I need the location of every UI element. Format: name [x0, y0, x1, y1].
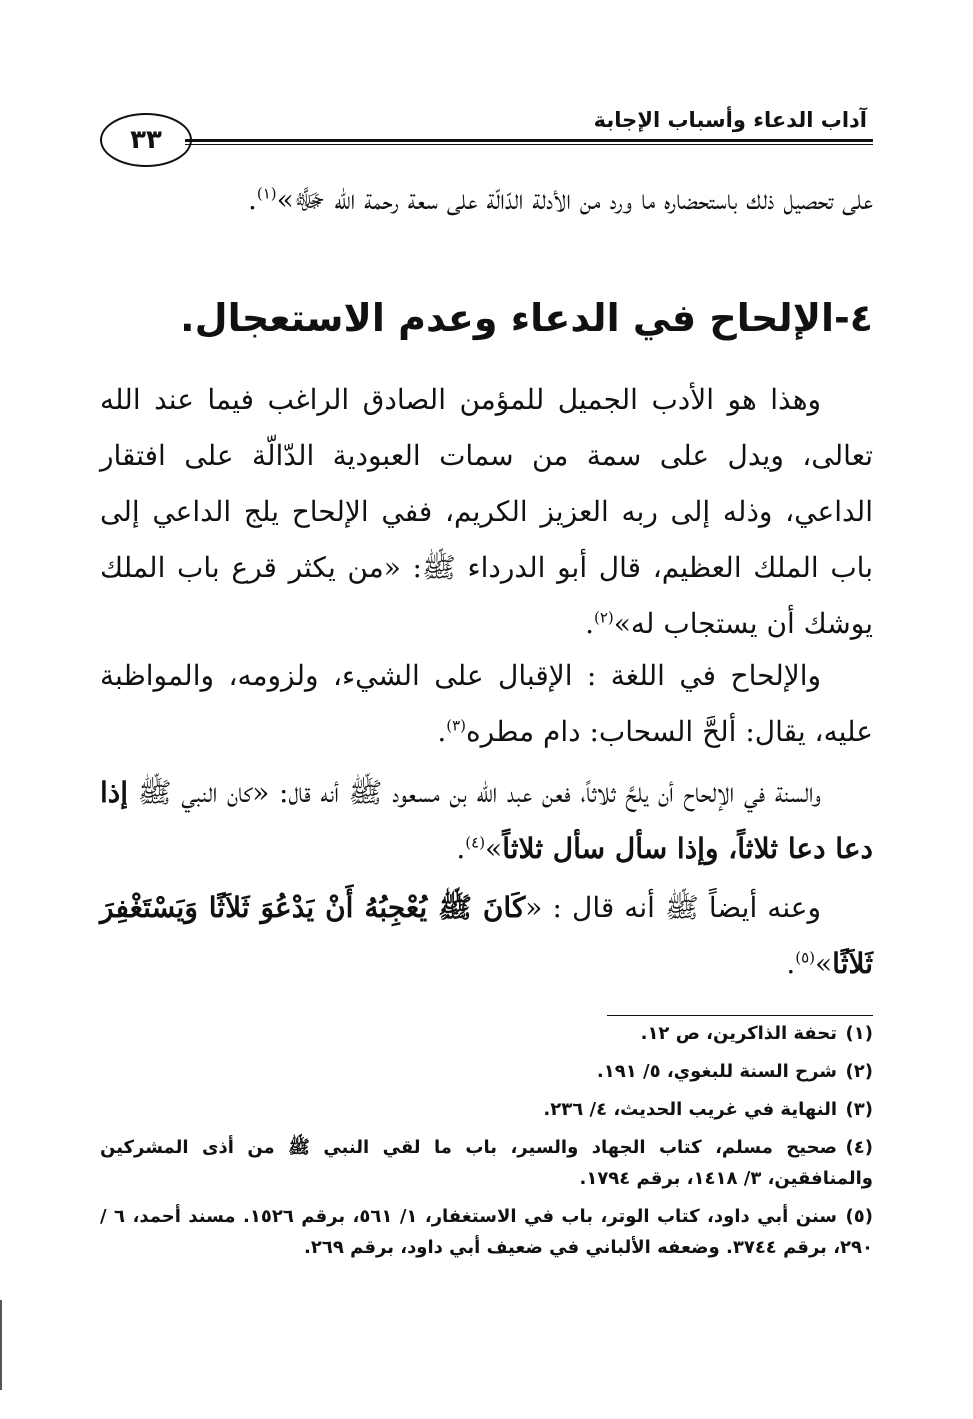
footnote-number: (٢) — [845, 1061, 873, 1082]
paragraph-text: وهذا هو الأدب الجميل للمؤمن الصادق الراغب فيما عند الله تعالى، ويدل على سمة من سمات العبودية الدّالّة على افتقار الداعي، وذله إلى ربه العزيز الكريم، ففي الإلحاح يلج الداعي إلى باب الملك العظيم، قال أبو الدرداء ﷺ: «من يكثر قرع باب الملك يوشك أن يستجاب له» — [100, 383, 873, 640]
continuation-text: على تحصيل ذلك باستحضاره ما ورد من الأدلة الدّالّة على سعة رحمة الله ﷻ» — [276, 183, 873, 216]
footnote-number: (٥) — [845, 1206, 873, 1227]
footnote-text: تحفة الذاكرين، ص ١٢. — [640, 1023, 837, 1044]
footnote-item — [100, 1018, 873, 1049]
paragraph-text: والسنة في الإلحاح أن يلحَّ ثلاثاً، فعن عبد الله بن مسعود ﷺ أنه قال: «كان النبي ﷺ — [137, 776, 821, 809]
footnotes — [100, 1018, 873, 1270]
header-rule — [185, 139, 873, 145]
quote-close: » — [485, 832, 503, 865]
paragraph-3: والسنة في الإلحاح أن يلحَّ ثلاثاً، فعن عبد الله بن مسعود ﷺ أنه قال: «كان النبي ﷺ إذا دعا دعا ثلاثاً، وإذا سأل سأل ثلاثاً»$^{(٤)}$. — [100, 776, 873, 865]
footnote-number: (٤) — [845, 1137, 873, 1158]
footnote-item — [100, 1132, 873, 1194]
footnote-item — [100, 1201, 873, 1263]
footnote-ref: (٣) — [446, 716, 467, 735]
paragraph-text: والإلحاح في اللغة : الإقبال على الشيء، ولزومه، والمواظبة عليه، يقال: ألحَّ السحاب: دام مطره — [100, 659, 873, 748]
footnote-separator — [607, 1015, 873, 1016]
paragraph-4: وعنه أيضاً ﷺ أنه قال : «كَانَ ﷺ يُعْجِبُهُ أَنْ يَدْعُوَ ثَلاَثًا وَيَسْتَغْفِرَ ثَلاَثًا»$^{(٥)}$. — [100, 891, 873, 980]
footnote-ref: (١) — [256, 184, 277, 203]
footnote-ref: (٢) — [594, 608, 614, 627]
footnote-number: (٣) — [845, 1099, 873, 1120]
scan-margin-line — [0, 1300, 2, 1390]
paragraph-1: وهذا هو الأدب الجميل للمؤمن الصادق الراغب فيما عند الله تعالى، ويدل على سمة من سمات العبودية الدّالّة على افتقار الداعي، وذله إلى ربه العزيز الكريم، ففي الإلحاح يلج الداعي إلى باب الملك العظيم، قال أبو الدرداء ﷺ: «من يكثر قرع باب الملك يوشك أن يستجاب له»$^{(٢)}$. — [100, 383, 873, 640]
running-title: آداب الدعاء وأسباب الإجابة — [593, 108, 867, 132]
page-number-oval — [100, 113, 192, 167]
continuation-paragraph: على تحصيل ذلك باستحضاره ما ورد من الأدلة الدّالّة على سعة رحمة الله ﷻ»$^{(١)}$. — [247, 183, 873, 216]
footnote-text: شرح السنة للبغوي، ٥/ ١٩١. — [596, 1061, 837, 1082]
footnote-text: صحيح مسلم، كتاب الجهاد والسير، باب ما لقي النبي ﷺ من أذى المشركين والمنافقين، ٣/ ١٤١٨، برقم ١٧٩٤. — [100, 1137, 873, 1189]
section-heading: ٤-الإلحاح في الدعاء وعدم الاستعجال. — [180, 296, 873, 340]
footnote-text: النهاية في غريب الحديث، ٤/ ٢٣٦. — [543, 1099, 837, 1120]
footnote-item — [100, 1056, 873, 1087]
footnote-item — [100, 1094, 873, 1125]
hadith-bold-text: كَانَ ﷺ يُعْجِبُهُ أَنْ يَدْعُوَ ثَلاَثًا وَيَسْتَغْفِرَ ثَلاَثًا — [100, 891, 873, 980]
footnote-ref: (٥) — [795, 948, 816, 967]
paragraph-2: والإلحاح في اللغة : الإقبال على الشيء، ولزومه، والمواظبة عليه، يقال: ألحَّ السحاب: دام مطره$^{(٣)}$. — [100, 659, 873, 748]
paragraph-text: وعنه أيضاً ﷺ أنه قال : « — [525, 891, 821, 924]
footnote-ref: (٤) — [465, 833, 486, 852]
footnote-text: سنن أبي داود، كتاب الوتر، باب في الاستغفار، ١/ ٥٦١، برقم ١٥٢٦. مسند أحمد، ٦ / ٢٩٠، برقم ٣٧٤٤. وضعفه الألباني في ضعيف أبي داود، برقم ٢٦٩. — [100, 1206, 873, 1258]
page-number: ٣٣ — [130, 125, 162, 155]
hadith-bold-text: إذا دعا دعا ثلاثاً، وإذا سأل سأل ثلاثاً — [100, 776, 873, 865]
footnote-number: (١) — [845, 1023, 873, 1044]
quote-close: » — [815, 947, 833, 980]
